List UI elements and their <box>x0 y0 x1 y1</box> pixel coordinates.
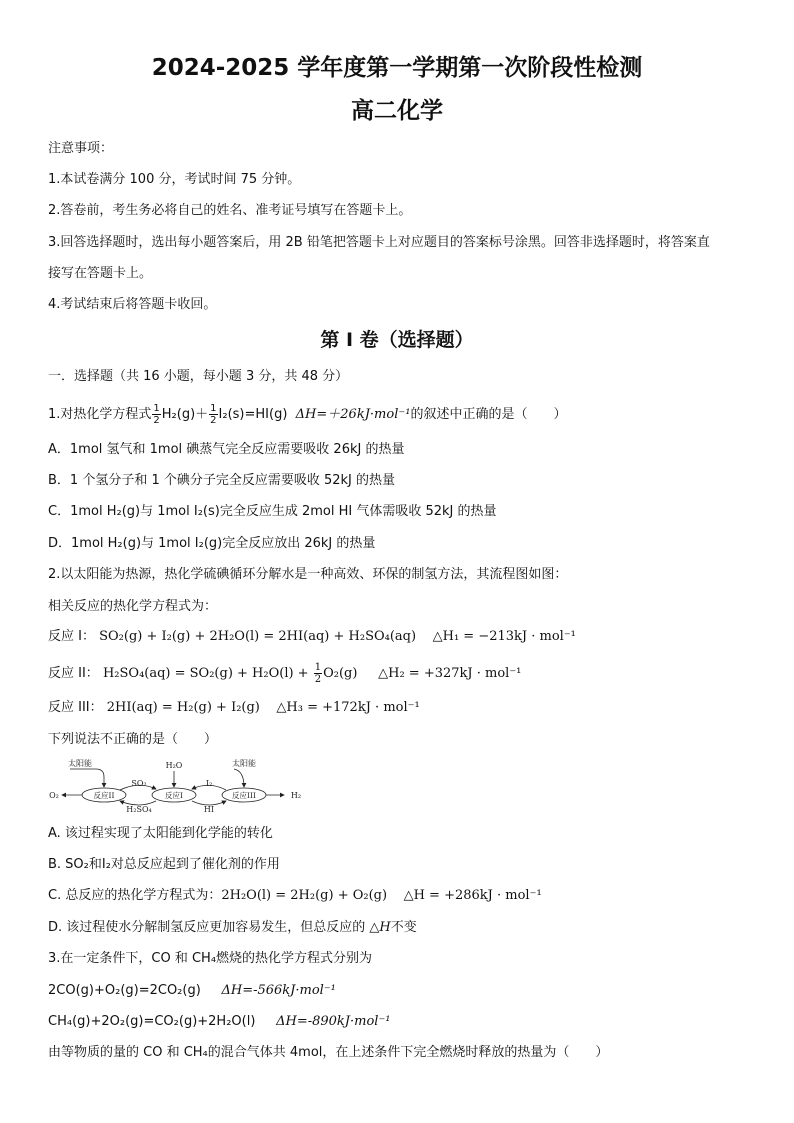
reaction-equation: SO₂(g) + I₂(g) + 2H₂O(l) = 2HI(aq) + H₂SO₄(aq) <box>99 629 417 644</box>
q1-fraction-1 <box>152 403 160 426</box>
o2-label: O₂ <box>49 791 59 800</box>
so2-label: SO₂ <box>131 779 147 788</box>
q2-reaction-2 <box>48 662 521 685</box>
q3-dh1: ΔH=-566kJ·mol⁻¹ <box>221 983 336 998</box>
q2-option-d-variable: H <box>379 920 391 935</box>
reaction-label: 反应 I： <box>48 629 95 644</box>
notice-item-3: 3.回答选择题时，选出每小题答案后，用 2B 铅笔把答题卡上对应题目的答案标号涂黑。回答非选择题时，将答案直 <box>48 235 710 250</box>
q1-enthalpy: ΔH=＋26kJ·mol⁻¹ <box>295 407 411 422</box>
solar-arrow-left <box>70 769 104 787</box>
reaction-equation: H₂SO₄(aq) = SO₂(g) + H₂O(l) + <box>102 666 313 681</box>
reaction-enthalpy: △H₂ = +327kJ · mol⁻¹ <box>378 666 522 681</box>
hi-label: HI <box>203 805 215 813</box>
reaction-1-label: 反应I <box>165 791 183 800</box>
q2-option-c-enthalpy: △H = +286kJ · mol⁻¹ <box>403 888 542 903</box>
notice-item-4: 4.考试结束后将答题卡收回。 <box>48 297 217 312</box>
q1-option-c: C．1mol H₂(g)与 1mol I₂(s)完全反应生成 2mol HI 气体需吸收 52kJ 的热量 <box>48 504 497 519</box>
i2-label: I₂ <box>205 779 213 788</box>
q1-fraction-den: 2 <box>153 415 160 426</box>
reaction-equation-end: O₂(g) <box>323 666 358 681</box>
exam-title: 2024-2025 学年度第一学期第一次阶段性检测 <box>151 55 643 81</box>
water-label: H₂O <box>165 761 183 770</box>
q2-option-d-prefix: D. 该过程使水分解制氢反应更加容易发生，但总反应的 △ <box>48 920 380 935</box>
reaction-equation: 2HI(aq) = H₂(g) + I₂(g) <box>106 700 260 715</box>
q3-equation-1 <box>48 982 336 1000</box>
q3-dh2: ΔH=-890kJ·mol⁻¹ <box>276 1014 391 1029</box>
q1-stem-suffix: 的叙述中正确的是（ ） <box>410 407 567 422</box>
solar-arrow-right <box>234 769 244 787</box>
notice-heading: 注意事项： <box>48 141 114 156</box>
q3-eq2: CH₄(g)+2O₂(g)=CO₂(g)+2H₂O(l) <box>48 1014 256 1029</box>
notice-item-2: 2.答卷前，考生务必将自己的姓名、准考证号填写在答题卡上。 <box>48 203 412 218</box>
exam-subject: 高二化学 <box>351 98 443 124</box>
q3-eq1: 2CO(g)+O₂(g)=2CO₂(g) <box>48 983 201 998</box>
reaction-label: 反应 III： <box>48 700 103 715</box>
q1-fraction-num: 1 <box>153 403 160 414</box>
section-title: 第 I 卷（选择题） <box>320 329 474 351</box>
q1-fraction-num: 1 <box>210 403 217 414</box>
q2-option-c-equation: 2H₂O(l) = 2H₂(g) + O₂(g) <box>221 888 388 903</box>
reaction-fraction <box>314 662 322 685</box>
q2-option-d <box>48 919 417 937</box>
notice-item-3-cont: 接写在答题卡上。 <box>48 266 153 281</box>
reaction-enthalpy: △H₃ = +172kJ · mol⁻¹ <box>276 700 420 715</box>
q3-stem: 3.在一定条件下，CO 和 CH₄燃烧的热化学方程式分别为 <box>48 951 373 966</box>
fraction-num: 1 <box>314 662 322 673</box>
section-instructions: 一．选择题（共 16 小题，每小题 3 分，共 48 分） <box>48 369 349 384</box>
q1-stem-prefix: 1.对热化学方程式 <box>48 407 152 422</box>
q3-equation-2 <box>48 1013 391 1031</box>
q2-stem: 2.以太阳能为热源，热化学硫碘循环分解水是一种高效、环保的制氢方法，其流程图如图： <box>48 567 568 582</box>
reaction-3-label: 反应III <box>232 791 256 800</box>
q2-question: 下列说法不正确的是（ ） <box>48 732 218 747</box>
h2-label: H₂ <box>290 791 302 800</box>
h2so4-label: H₂SO₄ <box>126 805 152 813</box>
q2-intro: 相关反应的热化学方程式为： <box>48 599 218 614</box>
q2-option-b: B. SO₂和I₂对总反应起到了催化剂的作用 <box>48 857 280 872</box>
q2-reaction-1 <box>48 628 576 646</box>
q1-option-d: D．1mol H₂(g)与 1mol I₂(g)完全反应放出 26kJ 的热量 <box>48 536 376 551</box>
q1-fraction-2 <box>209 403 217 426</box>
fraction-den: 2 <box>314 674 322 685</box>
q1-option-a: A．1mol 氢气和 1mol 碘蒸气完全反应需要吸收 26kJ 的热量 <box>48 442 405 457</box>
reaction-2-label: 反应II <box>93 791 115 800</box>
reaction-label: 反应 II： <box>48 666 99 681</box>
q2-option-c-prefix: C. 总反应的热化学方程式为： <box>48 888 222 903</box>
q3-question: 由等物质的量的 CO 和 CH₄的混合气体共 4mol，在上述条件下完全燃烧时释放的热量为（ ） <box>48 1045 609 1060</box>
q1-h2: H₂(g)＋ <box>161 407 209 422</box>
q2-option-a: A. 该过程实现了太阳能到化学能的转化 <box>48 826 273 841</box>
q1-stem <box>48 403 566 427</box>
reaction-enthalpy: △H₁ = −213kJ · mol⁻¹ <box>432 629 576 644</box>
solar-energy-left: 太阳能 <box>68 759 92 768</box>
notice-item-1: 1.本试卷满分 100 分，考试时间 75 分钟。 <box>48 172 301 187</box>
q2-reaction-3 <box>48 699 420 717</box>
q2-option-d-suffix: 不变 <box>390 920 417 935</box>
sulfur-iodine-cycle-diagram <box>48 757 308 813</box>
q1-option-b: B．1 个氢分子和 1 个碘分子完全反应需要吸收 52kJ 的热量 <box>48 473 396 488</box>
q1-i2: I₂(s)=HI(g) <box>218 407 288 422</box>
solar-energy-right: 太阳能 <box>232 759 256 768</box>
q1-fraction-den: 2 <box>210 415 217 426</box>
q2-option-c <box>48 887 542 905</box>
